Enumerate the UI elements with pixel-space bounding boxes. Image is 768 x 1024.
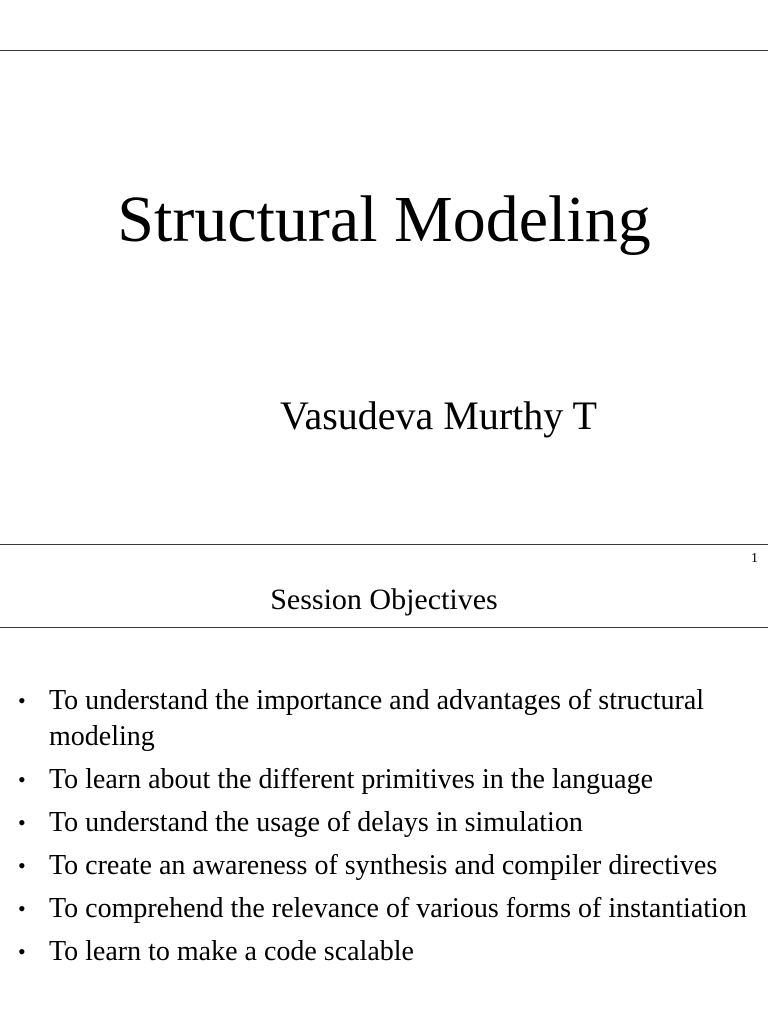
- bullet-icon: •: [18, 688, 26, 713]
- list-item: [0, 805, 768, 841]
- slide-divider: [0, 544, 768, 545]
- list-item: [0, 683, 768, 755]
- objective-text: To understand the importance and advantages of structural modeling: [49, 685, 705, 752]
- bullet-icon: •: [18, 767, 26, 792]
- slide-title: Structural Modeling: [117, 183, 651, 256]
- heading-divider: [0, 627, 768, 628]
- bullet-icon: •: [18, 810, 26, 835]
- list-item: [0, 891, 768, 927]
- objectives-list: [0, 683, 768, 977]
- top-divider: [0, 50, 768, 51]
- objective-text: To comprehend the relevance of various forms of instantiation: [49, 893, 747, 924]
- page-number: 1: [751, 551, 758, 566]
- list-item: [0, 848, 768, 884]
- bullet-icon: •: [18, 853, 26, 878]
- objective-text: To learn to make a code scalable: [49, 936, 414, 967]
- objective-text: To create an awareness of synthesis and compiler directives: [49, 850, 718, 881]
- bullet-icon: •: [18, 939, 26, 964]
- slide-author: Vasudeva Murthy T: [280, 393, 597, 438]
- section-heading: Session Objectives: [270, 583, 498, 616]
- list-item: [0, 762, 768, 798]
- list-item: [0, 934, 768, 970]
- bullet-icon: •: [18, 896, 26, 921]
- objective-text: To learn about the different primitives in the language: [49, 764, 653, 795]
- objective-text: To understand the usage of delays in simulation: [49, 807, 583, 838]
